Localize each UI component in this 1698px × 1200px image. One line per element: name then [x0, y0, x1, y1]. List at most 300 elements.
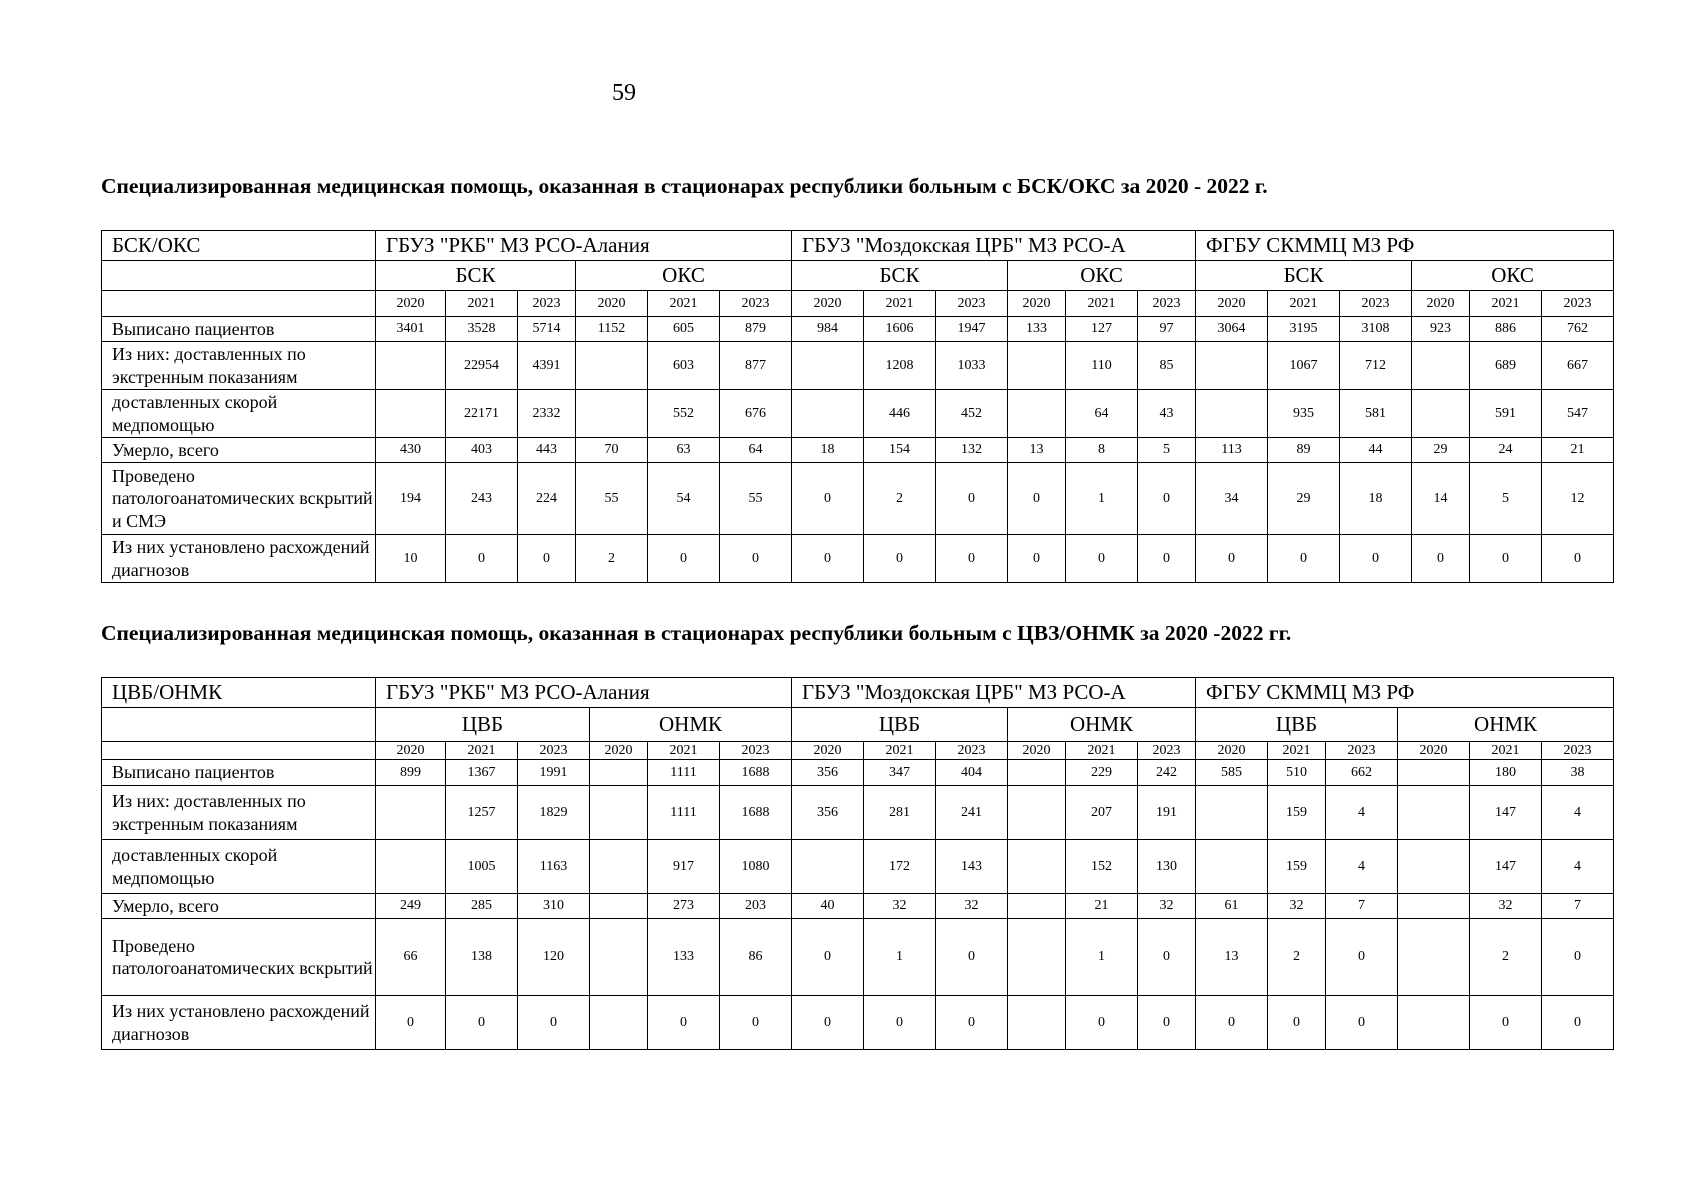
- data-cell: [1398, 894, 1470, 919]
- data-cell: 154: [864, 438, 936, 463]
- data-cell: 0: [720, 996, 792, 1050]
- data-cell: 3401: [376, 317, 446, 342]
- data-cell: 21: [1066, 894, 1138, 919]
- data-cell: 0: [1138, 535, 1196, 583]
- data-cell: 547: [1542, 390, 1614, 438]
- corner-header: БСК/ОКС: [102, 231, 376, 261]
- data-cell: [1196, 786, 1268, 840]
- data-cell: 8: [1066, 438, 1138, 463]
- data-cell: [576, 390, 648, 438]
- data-cell: 3195: [1268, 317, 1340, 342]
- data-cell: 0: [446, 535, 518, 583]
- data-cell: 203: [720, 894, 792, 919]
- year-header: 2021: [446, 742, 518, 760]
- data-cell: 0: [1542, 535, 1614, 583]
- data-cell: 22171: [446, 390, 518, 438]
- data-cell: 356: [792, 760, 864, 786]
- row-label: Выписано пациентов: [102, 317, 376, 342]
- year-header: 2020: [792, 742, 864, 760]
- data-cell: 285: [446, 894, 518, 919]
- data-cell: 0: [1196, 996, 1268, 1050]
- row-label: Проведено патологоанатомических вскрытий: [102, 919, 376, 996]
- year-header: 2023: [1138, 742, 1196, 760]
- data-cell: 0: [936, 996, 1008, 1050]
- table-1-title: Специализированная медицинская помощь, оказанная в стационарах республики больным с БСК/ОКС за 2020 - 2022 г.: [101, 174, 1268, 198]
- data-cell: 0: [1008, 463, 1066, 535]
- data-cell: 180: [1470, 760, 1542, 786]
- data-cell: 86: [720, 919, 792, 996]
- data-cell: 0: [518, 535, 576, 583]
- data-cell: 32: [936, 894, 1008, 919]
- data-cell: 40: [792, 894, 864, 919]
- table-2-title: Специализированная медицинская помощь, оказанная в стационарах республики больным с ЦВЗ/ОНМК за 2020 -2022 гг.: [101, 621, 1292, 645]
- year-header: 2020: [576, 291, 648, 317]
- group-header: ОКС: [576, 261, 792, 291]
- data-cell: [1008, 894, 1066, 919]
- data-cell: [590, 919, 648, 996]
- data-cell: 1: [1066, 463, 1138, 535]
- year-header: 2021: [1268, 742, 1326, 760]
- data-cell: 1067: [1268, 342, 1340, 390]
- data-cell: 0: [1196, 535, 1268, 583]
- data-cell: 0: [1268, 996, 1326, 1050]
- year-header: 2023: [1138, 291, 1196, 317]
- data-cell: [1008, 996, 1066, 1050]
- data-cell: [792, 840, 864, 894]
- data-cell: 0: [792, 535, 864, 583]
- data-cell: 194: [376, 463, 446, 535]
- data-cell: [792, 342, 864, 390]
- year-header: 2021: [446, 291, 518, 317]
- data-cell: 984: [792, 317, 864, 342]
- data-cell: 1367: [446, 760, 518, 786]
- data-cell: 762: [1542, 317, 1614, 342]
- row-label: Из них: доставленных по экстренным показаниям: [102, 786, 376, 840]
- data-cell: 3528: [446, 317, 518, 342]
- data-cell: 676: [720, 390, 792, 438]
- data-cell: 667: [1542, 342, 1614, 390]
- data-cell: 191: [1138, 786, 1196, 840]
- year-header: 2020: [1196, 291, 1268, 317]
- group-header: ЦВБ: [376, 708, 590, 742]
- data-cell: 243: [446, 463, 518, 535]
- data-cell: 32: [864, 894, 936, 919]
- data-cell: 32: [1138, 894, 1196, 919]
- data-cell: 21: [1542, 438, 1614, 463]
- data-cell: 1829: [518, 786, 590, 840]
- data-cell: 5: [1470, 463, 1542, 535]
- data-cell: 0: [792, 463, 864, 535]
- data-cell: 0: [792, 919, 864, 996]
- row-label: доставленных скорой медпомощью: [102, 390, 376, 438]
- org-header: ФГБУ СКММЦ МЗ РФ: [1196, 231, 1614, 261]
- data-cell: 403: [446, 438, 518, 463]
- table-row: [102, 996, 1614, 1050]
- year-header: 2021: [1066, 291, 1138, 317]
- data-cell: 152: [1066, 840, 1138, 894]
- data-cell: 0: [648, 996, 720, 1050]
- org-header: ГБУЗ "РКБ" МЗ РСО-Алания: [376, 678, 792, 708]
- data-cell: [1398, 919, 1470, 996]
- table-tsvb-onmk: [101, 677, 1614, 1050]
- data-cell: 38: [1542, 760, 1614, 786]
- row-label: Выписано пациентов: [102, 760, 376, 786]
- data-cell: 404: [936, 760, 1008, 786]
- data-cell: 0: [1470, 535, 1542, 583]
- group-header: ЦВБ: [1196, 708, 1398, 742]
- year-header: 2021: [864, 742, 936, 760]
- year-header: 2020: [1196, 742, 1268, 760]
- year-header: 2021: [1470, 291, 1542, 317]
- data-cell: 1111: [648, 786, 720, 840]
- data-cell: 4: [1326, 786, 1398, 840]
- data-cell: [376, 342, 446, 390]
- data-cell: 29: [1268, 463, 1340, 535]
- data-cell: [1008, 390, 1066, 438]
- data-cell: 132: [936, 438, 1008, 463]
- year-header: 2021: [864, 291, 936, 317]
- data-cell: 14: [1412, 463, 1470, 535]
- data-cell: 0: [518, 996, 590, 1050]
- data-cell: 147: [1470, 786, 1542, 840]
- data-cell: 2: [1470, 919, 1542, 996]
- table-row: [102, 894, 1614, 919]
- data-cell: 1947: [936, 317, 1008, 342]
- data-cell: 2: [1268, 919, 1326, 996]
- data-cell: 127: [1066, 317, 1138, 342]
- data-cell: [1008, 786, 1066, 840]
- data-cell: 1080: [720, 840, 792, 894]
- data-cell: 0: [1326, 919, 1398, 996]
- data-cell: 229: [1066, 760, 1138, 786]
- year-header: 2023: [518, 291, 576, 317]
- data-cell: 24: [1470, 438, 1542, 463]
- data-cell: 1111: [648, 760, 720, 786]
- data-cell: 581: [1340, 390, 1412, 438]
- data-cell: 55: [720, 463, 792, 535]
- row-label: Из них: доставленных по экстренным показаниям: [102, 342, 376, 390]
- data-cell: 1152: [576, 317, 648, 342]
- data-cell: 452: [936, 390, 1008, 438]
- data-cell: 0: [936, 535, 1008, 583]
- data-cell: [1008, 342, 1066, 390]
- data-cell: 66: [376, 919, 446, 996]
- org-header: ГБУЗ "РКБ" МЗ РСО-Алания: [376, 231, 792, 261]
- data-cell: 2: [576, 535, 648, 583]
- data-cell: 1: [1066, 919, 1138, 996]
- data-cell: 172: [864, 840, 936, 894]
- table-row: [102, 342, 1614, 390]
- data-cell: 4: [1542, 840, 1614, 894]
- data-cell: [1398, 786, 1470, 840]
- data-cell: 89: [1268, 438, 1340, 463]
- data-cell: 899: [376, 760, 446, 786]
- data-cell: 207: [1066, 786, 1138, 840]
- data-cell: 5: [1138, 438, 1196, 463]
- year-header: 2020: [1008, 291, 1066, 317]
- data-cell: 120: [518, 919, 590, 996]
- year-header: 2021: [1066, 742, 1138, 760]
- year-header: 2021: [1268, 291, 1340, 317]
- empty-cell: [102, 291, 376, 317]
- data-cell: 877: [720, 342, 792, 390]
- data-cell: 18: [1340, 463, 1412, 535]
- data-cell: [376, 786, 446, 840]
- year-header: 2020: [1008, 742, 1066, 760]
- data-cell: 29: [1412, 438, 1470, 463]
- data-cell: 273: [648, 894, 720, 919]
- year-header: 2020: [1412, 291, 1470, 317]
- data-cell: 55: [576, 463, 648, 535]
- data-cell: 0: [1326, 996, 1398, 1050]
- page-number: 59: [612, 80, 636, 106]
- data-cell: 443: [518, 438, 576, 463]
- data-cell: 4391: [518, 342, 576, 390]
- year-header: 2020: [376, 291, 446, 317]
- data-cell: 1257: [446, 786, 518, 840]
- data-cell: 138: [446, 919, 518, 996]
- data-cell: 0: [1066, 996, 1138, 1050]
- data-cell: [1196, 840, 1268, 894]
- data-cell: 879: [720, 317, 792, 342]
- table-row: [102, 390, 1614, 438]
- data-cell: 552: [648, 390, 720, 438]
- data-cell: 1606: [864, 317, 936, 342]
- table-bsk-oks: [101, 230, 1614, 583]
- data-cell: 241: [936, 786, 1008, 840]
- data-cell: 3108: [1340, 317, 1412, 342]
- data-cell: 1163: [518, 840, 590, 894]
- data-cell: [590, 840, 648, 894]
- data-cell: 0: [1470, 996, 1542, 1050]
- data-cell: 0: [1066, 535, 1138, 583]
- year-header: 2020: [590, 742, 648, 760]
- data-cell: [1398, 840, 1470, 894]
- org-header: ГБУЗ "Моздокская ЦРБ" МЗ РСО-А: [792, 678, 1196, 708]
- data-cell: 0: [648, 535, 720, 583]
- data-cell: 0: [1138, 463, 1196, 535]
- year-header: 2020: [792, 291, 864, 317]
- table-row: [102, 463, 1614, 535]
- data-cell: 4: [1326, 840, 1398, 894]
- data-cell: [1196, 342, 1268, 390]
- data-cell: 0: [446, 996, 518, 1050]
- data-cell: [590, 786, 648, 840]
- data-cell: 0: [720, 535, 792, 583]
- group-header: ЦВБ: [792, 708, 1008, 742]
- table-row: [102, 535, 1614, 583]
- data-cell: 130: [1138, 840, 1196, 894]
- data-cell: 0: [1008, 535, 1066, 583]
- table-row: [102, 840, 1614, 894]
- data-cell: 0: [864, 535, 936, 583]
- data-cell: 0: [792, 996, 864, 1050]
- row-label: Умерло, всего: [102, 894, 376, 919]
- row-label: Проведено патологоанатомических вскрытий и СМЭ: [102, 463, 376, 535]
- year-header: 2023: [720, 742, 792, 760]
- data-cell: 591: [1470, 390, 1542, 438]
- data-cell: 0: [1542, 996, 1614, 1050]
- data-cell: 133: [1008, 317, 1066, 342]
- data-cell: 310: [518, 894, 590, 919]
- data-cell: 1: [864, 919, 936, 996]
- data-cell: 159: [1268, 786, 1326, 840]
- data-cell: 886: [1470, 317, 1542, 342]
- year-header: 2021: [648, 742, 720, 760]
- data-cell: 712: [1340, 342, 1412, 390]
- data-cell: [1008, 760, 1066, 786]
- data-cell: 32: [1470, 894, 1542, 919]
- table-row: [102, 760, 1614, 786]
- data-cell: 0: [1268, 535, 1340, 583]
- year-header: 2020: [376, 742, 446, 760]
- row-label: Из них установлено расхождений диагнозов: [102, 996, 376, 1050]
- data-cell: 3064: [1196, 317, 1268, 342]
- data-cell: 917: [648, 840, 720, 894]
- group-header: ОНМК: [590, 708, 792, 742]
- data-cell: 34: [1196, 463, 1268, 535]
- data-cell: 1688: [720, 760, 792, 786]
- row-label: Умерло, всего: [102, 438, 376, 463]
- data-cell: 0: [1340, 535, 1412, 583]
- data-cell: 64: [720, 438, 792, 463]
- data-cell: 510: [1268, 760, 1326, 786]
- data-cell: 13: [1196, 919, 1268, 996]
- data-cell: 12: [1542, 463, 1614, 535]
- year-header: 2023: [1326, 742, 1398, 760]
- data-cell: [376, 840, 446, 894]
- data-cell: [590, 894, 648, 919]
- data-cell: 1005: [446, 840, 518, 894]
- data-cell: 0: [936, 919, 1008, 996]
- data-cell: 7: [1542, 894, 1614, 919]
- data-cell: 935: [1268, 390, 1340, 438]
- data-cell: 133: [648, 919, 720, 996]
- year-header: 2023: [1542, 742, 1614, 760]
- data-cell: [590, 760, 648, 786]
- data-cell: 0: [376, 996, 446, 1050]
- year-header: 2023: [720, 291, 792, 317]
- data-cell: 63: [648, 438, 720, 463]
- data-cell: 347: [864, 760, 936, 786]
- data-cell: 61: [1196, 894, 1268, 919]
- year-header: 2023: [1542, 291, 1614, 317]
- group-header: ОКС: [1412, 261, 1614, 291]
- data-cell: 1033: [936, 342, 1008, 390]
- data-cell: [1398, 760, 1470, 786]
- data-cell: [1412, 342, 1470, 390]
- data-cell: 43: [1138, 390, 1196, 438]
- data-cell: [590, 996, 648, 1050]
- data-cell: 54: [648, 463, 720, 535]
- data-cell: [576, 342, 648, 390]
- data-cell: 22954: [446, 342, 518, 390]
- group-header: БСК: [792, 261, 1008, 291]
- data-cell: 2: [864, 463, 936, 535]
- data-cell: 356: [792, 786, 864, 840]
- data-cell: 662: [1326, 760, 1398, 786]
- data-cell: 4: [1542, 786, 1614, 840]
- data-cell: 281: [864, 786, 936, 840]
- data-cell: 224: [518, 463, 576, 535]
- data-cell: 242: [1138, 760, 1196, 786]
- data-cell: 249: [376, 894, 446, 919]
- data-cell: 159: [1268, 840, 1326, 894]
- data-cell: 923: [1412, 317, 1470, 342]
- year-header: 2023: [936, 742, 1008, 760]
- year-header: 2023: [936, 291, 1008, 317]
- row-label: Из них установлено расхождений диагнозов: [102, 535, 376, 583]
- data-cell: 0: [1138, 996, 1196, 1050]
- year-header: 2023: [1340, 291, 1412, 317]
- group-header: ОНМК: [1398, 708, 1614, 742]
- data-cell: 13: [1008, 438, 1066, 463]
- data-cell: 1688: [720, 786, 792, 840]
- data-cell: 0: [864, 996, 936, 1050]
- data-cell: [1412, 390, 1470, 438]
- table-row: [102, 919, 1614, 996]
- empty-cell: [102, 261, 376, 291]
- data-cell: 585: [1196, 760, 1268, 786]
- data-cell: [792, 390, 864, 438]
- year-header: 2023: [518, 742, 590, 760]
- data-cell: 0: [1412, 535, 1470, 583]
- data-cell: [1196, 390, 1268, 438]
- data-cell: 0: [936, 463, 1008, 535]
- data-cell: 10: [376, 535, 446, 583]
- data-cell: 0: [1138, 919, 1196, 996]
- group-header: БСК: [1196, 261, 1412, 291]
- data-cell: 110: [1066, 342, 1138, 390]
- data-cell: 430: [376, 438, 446, 463]
- data-cell: 603: [648, 342, 720, 390]
- data-cell: 85: [1138, 342, 1196, 390]
- data-cell: [1008, 840, 1066, 894]
- org-header: ФГБУ СКММЦ МЗ РФ: [1196, 678, 1614, 708]
- data-cell: 0: [1542, 919, 1614, 996]
- empty-cell: [102, 742, 376, 760]
- data-cell: 5714: [518, 317, 576, 342]
- data-cell: 32: [1268, 894, 1326, 919]
- data-cell: 1208: [864, 342, 936, 390]
- year-header: 2021: [1470, 742, 1542, 760]
- data-cell: 70: [576, 438, 648, 463]
- group-header: ОКС: [1008, 261, 1196, 291]
- data-cell: [1008, 919, 1066, 996]
- data-cell: 7: [1326, 894, 1398, 919]
- group-header: БСК: [376, 261, 576, 291]
- table-row: [102, 438, 1614, 463]
- data-cell: 147: [1470, 840, 1542, 894]
- year-header: 2020: [1398, 742, 1470, 760]
- empty-cell: [102, 708, 376, 742]
- data-cell: 64: [1066, 390, 1138, 438]
- data-cell: 605: [648, 317, 720, 342]
- data-cell: 689: [1470, 342, 1542, 390]
- corner-header: ЦВБ/ОНМК: [102, 678, 376, 708]
- row-label: доставленных скорой медпомощью: [102, 840, 376, 894]
- data-cell: 1991: [518, 760, 590, 786]
- table-row: [102, 786, 1614, 840]
- table-row: [102, 317, 1614, 342]
- group-header: ОНМК: [1008, 708, 1196, 742]
- year-header: 2021: [648, 291, 720, 317]
- data-cell: [1398, 996, 1470, 1050]
- data-cell: 446: [864, 390, 936, 438]
- data-cell: 113: [1196, 438, 1268, 463]
- data-cell: 18: [792, 438, 864, 463]
- org-header: ГБУЗ "Моздокская ЦРБ" МЗ РСО-А: [792, 231, 1196, 261]
